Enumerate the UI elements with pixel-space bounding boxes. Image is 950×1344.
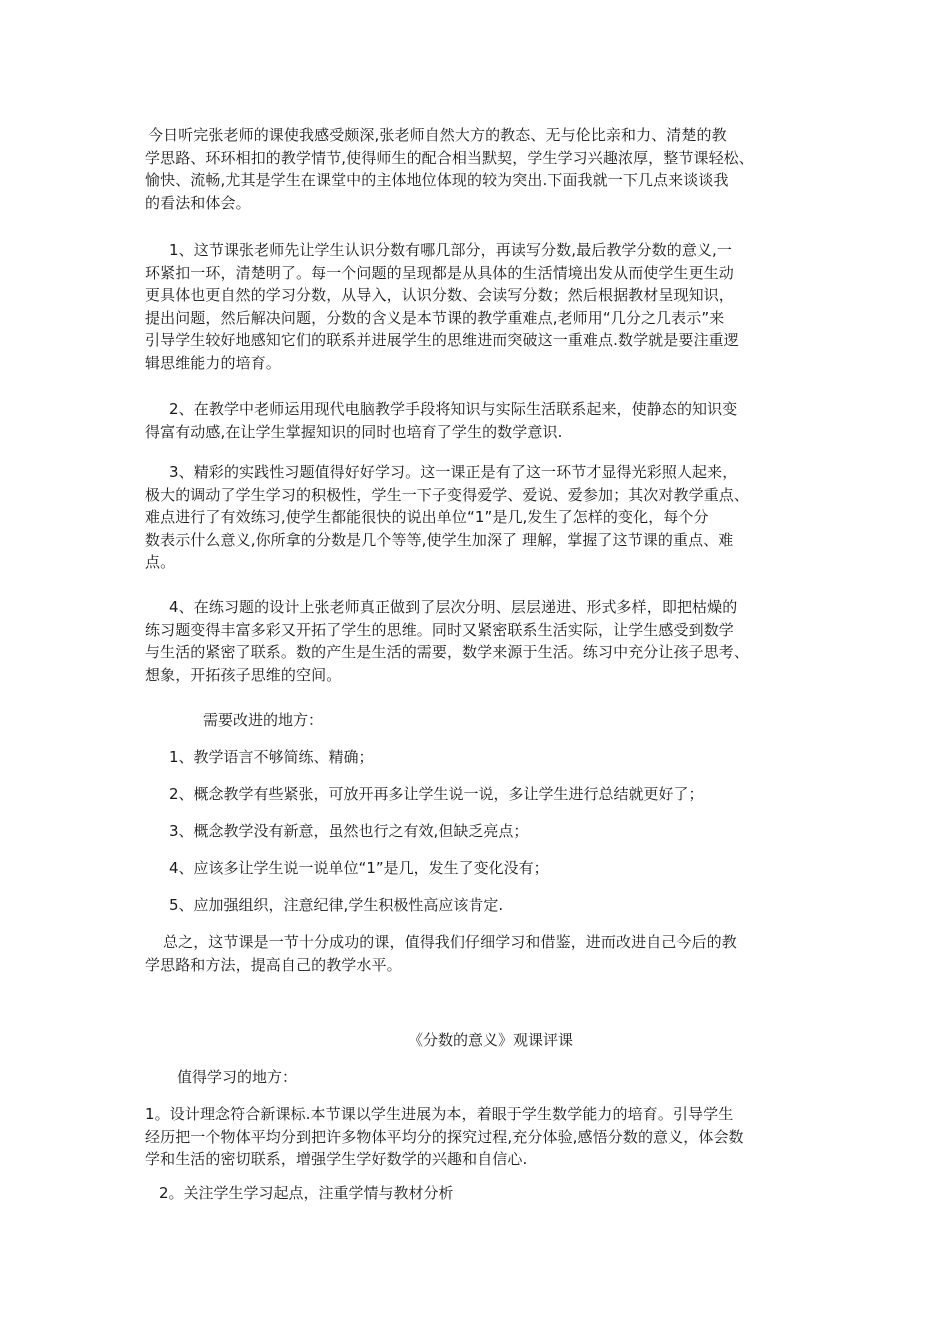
text-line: 学和生活的密切联系，增强学生学好数学的兴趣和自信心. xyxy=(145,1150,528,1169)
text-line: 数表示什么意义,你所拿的分数是几个等等,使学生加深了 理解，掌握了这节课的重点、难 xyxy=(145,530,734,549)
text-line: 2、在教学中老师运用现代电脑教学手段将知识与实际生活联系起来，使静态的知识变 xyxy=(169,400,738,418)
text-line: 更具体也更自然的学习分数，从导入，认识分数、会读写分数；然后根据教材呈现知识， xyxy=(145,286,734,305)
improve-item: 5、应加强组织，注意纪律,学生积极性高应该肯定. xyxy=(169,896,504,914)
text-line: 难点进行了有效练习,使学生都能很快的说出单位“1”是几,发生了怎样的变化，每个分 xyxy=(145,508,709,527)
learn-item-1 xyxy=(145,1103,744,1171)
text-line: 极大的调动了学生学习的积极性，学生一下子变得爱学、爱说、爱参加；其次对教学重点、 xyxy=(145,485,750,504)
point-2-paragraph xyxy=(145,398,737,443)
review-2-title: 《分数的意义》观课评课 xyxy=(408,1031,574,1049)
intro-paragraph xyxy=(145,124,754,214)
conclusion-paragraph xyxy=(145,931,737,976)
text-line: 辑思维能力的培育。 xyxy=(145,353,281,372)
text-line: 的看法和体会。 xyxy=(145,193,251,212)
improve-heading: 需要改进的地方： xyxy=(203,711,324,729)
text-line: 引导学生较好地感知它们的联系并进展学生的思维进而突破这一重难点.数学就是要注重逻 xyxy=(145,331,739,350)
text-line: 学思路和方法，提高自己的教学水平。 xyxy=(145,955,402,974)
text-line: 4、在练习题的设计上张老师真正做到了层次分明、层层递进、形式多样，即把枯燥的 xyxy=(169,598,738,616)
text-line: 点。 xyxy=(145,553,176,572)
text-line: 愉快、流畅,尤其是学生在课堂中的主体地位体现的较为突出.下面我就一下几点来谈谈我 xyxy=(145,171,729,190)
text-line: 想象，开拓孩子思维的空间。 xyxy=(145,665,342,684)
point-1-paragraph xyxy=(145,239,739,375)
text-line: 1、这节课张老师先让学生认识分数有哪几部分，再读写分数,最后教学分数的意义,一 xyxy=(169,241,732,259)
text-line: 1。设计理念符合新课标.本节课以学生进展为本，着眼于学生数学能力的培育。引导学生 xyxy=(145,1105,734,1123)
learn-item-2: 2。关注学生学习起点，注重学情与教材分析 xyxy=(159,1184,454,1202)
text-line: 得富有动感,在让学生掌握知识的同时也培育了学生的数学意识. xyxy=(145,422,563,441)
improve-item: 1、教学语言不够简练、精确； xyxy=(169,748,374,766)
improve-item: 2、概念教学有些紧张，可放开再多让学生说一说，多让学生进行总结就更好了； xyxy=(169,785,704,803)
text-line: 环紧扣一环，清楚明了。每一个问题的呈现都是从具体的生活情境出发从而使学生更生动 xyxy=(145,263,734,282)
text-line: 今日听完张老师的课使我感受颇深,张老师自然大方的教态、无与伦比亲和力、清楚的教 xyxy=(148,126,727,144)
text-line: 经历把一个物体平均分到把许多物体平均分的探究过程,充分体验,感悟分数的意义，体会数 xyxy=(145,1127,744,1146)
text-line: 总之，这节课是一节十分成功的课，值得我们仔细学习和借鉴，进而改进自己今后的教 xyxy=(163,933,737,951)
improve-item: 3、概念教学没有新意，虽然也行之有效,但缺乏亮点； xyxy=(169,822,529,840)
learn-heading: 值得学习的地方： xyxy=(177,1068,298,1086)
improve-item: 4、应该多让学生说一说单位“1”是几，发生了变化没有； xyxy=(169,859,549,877)
text-line: 练习题变得丰富多彩又开拓了学生的思维。同时又紧密联系生活实际，让学生感受到数学 xyxy=(145,620,734,639)
text-line: 与生活的紧密了联系。数的产生是生活的需要，数学来源于生活。练习中充分让孩子思考、 xyxy=(145,643,750,662)
point-3-paragraph xyxy=(145,461,749,574)
text-line: 3、精彩的实践性习题值得好好学习。这一课正是有了这一环节才显得光彩照人起来， xyxy=(169,463,738,481)
text-line: 学思路、环环相扣的教学情节,使得师生的配合相当默契，学生学习兴趣浓厚，整节课轻松、 xyxy=(145,148,754,167)
text-line: 提出问题，然后解决问题，分数的含义是本节课的教学重难点,老师用“几分之几表示”来 xyxy=(145,308,725,327)
point-4-paragraph xyxy=(145,596,749,686)
